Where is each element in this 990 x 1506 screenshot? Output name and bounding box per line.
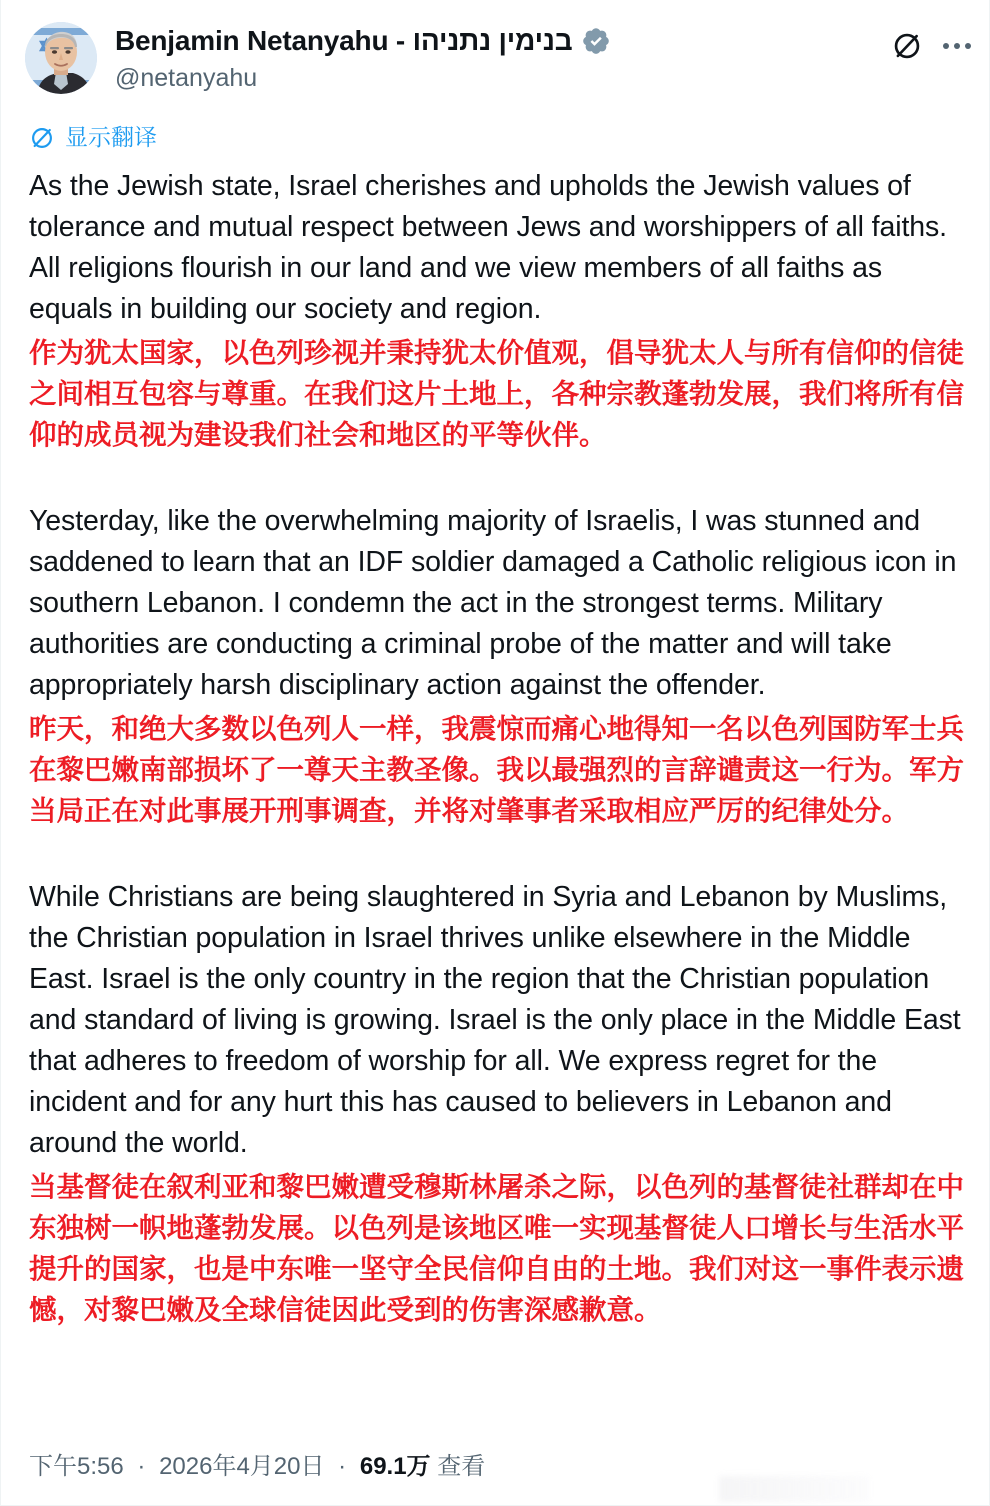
paragraph-original-3: While Christians are being slaughtered in Syria and Lebanon by Muslims, the Christian population in Israel thrives unlike elsewhere in the Middle East. Israel is the only country in the region that the Christian population and standard of living is growing. Israel is the only place in the Middle East that adheres to freedom of worship for all. We express regret for the incident and for any hurt this has caused to believers in Lebanon and around the world. <box>29 880 961 1159</box>
author-identity <box>115 22 881 94</box>
name-row <box>115 24 881 58</box>
paragraph-original-1: As the Jewish state, Israel cherishes and upholds the Jewish values of tolerance and mutual respect between Jews and worshippers of all faiths. All religions flourish in our land and we view members of all faiths as equals in building our society and region. <box>29 169 947 325</box>
tweet-footer <box>1 1451 989 1506</box>
grok-icon <box>29 125 55 151</box>
display-name[interactable]: Benjamin Netanyahu - בנימין נתניהו <box>115 25 573 56</box>
author-handle[interactable]: @netanyahu <box>115 63 258 92</box>
paragraph-translation-2: 昨天，和绝大多数以色列人一样，我震惊而痛心地得知一名以色列国防军士兵在黎巴嫩南部损坏了一尊天主教圣像。我以最强烈的言辞谴责这一行为。军方当局正在对此事展开刑事调查，并将对肇事者采取相应严厉的纪律处分。 <box>29 712 964 826</box>
tweet-header <box>1 0 989 94</box>
views-count: 69.1万 <box>359 1452 431 1480</box>
grok-icon[interactable] <box>891 30 923 62</box>
timestamp-date: 2026年4月20日 <box>159 1452 325 1480</box>
show-translation-link[interactable] <box>1 94 989 152</box>
paragraph-translation-3: 当基督徒在叙利亚和黎巴嫩遭受穆斯林屠杀之际，以色列的基督徒社群却在中东独树一帜地蓬勃发展。以色列是该地区唯一实现基督徒人口增长与生活水平提升的国家，也是中东唯一坚守全民信仰自由的土地。我们对这一事件表示遗憾，对黎巴嫩及全球信徒因此受到的伤害深感歉意。 <box>29 1170 964 1325</box>
more-dot-3 <box>965 43 971 49</box>
blurred-watermark <box>719 1476 869 1502</box>
paragraph-spacer <box>29 831 967 873</box>
verified-grey-badge-icon[interactable] <box>581 26 611 56</box>
show-translation-label: 显示翻译 <box>65 124 157 151</box>
paragraph-original-2: Yesterday, like the overwhelming majority of Israelis, I was stunned and saddened to learn that an IDF soldier damaged a Catholic religious icon in southern Lebanon. I condemn the act in the strongest terms. Military authorities are conducting a criminal probe of the matter and will take appropriately harsh disciplinary action against the offender. <box>29 504 957 701</box>
netanyahu-avatar <box>25 22 97 94</box>
views-label[interactable]: 查看 <box>437 1452 486 1480</box>
more-dot-2 <box>954 43 960 49</box>
more-horizontal-icon[interactable] <box>943 43 971 49</box>
more-dot-1 <box>943 43 949 49</box>
avatar[interactable] <box>25 22 97 94</box>
paragraph-spacer <box>29 455 967 497</box>
meta-separator-1: · <box>137 1452 146 1480</box>
paragraph-translation-1: 作为犹太国家，以色列珍视并秉持犹太价值观，倡导犹太人与所有信仰的信徒之间相互包容与尊重。在我们这片土地上，各种宗教蓬勃发展，我们将所有信仰的成员视为建设我们社会和地区的平等伙伴。 <box>29 336 964 450</box>
meta-separator-2: · <box>338 1452 347 1480</box>
header-actions <box>891 22 971 62</box>
tweet-body <box>1 152 989 1330</box>
timestamp-time: 下午5:56 <box>29 1452 124 1480</box>
